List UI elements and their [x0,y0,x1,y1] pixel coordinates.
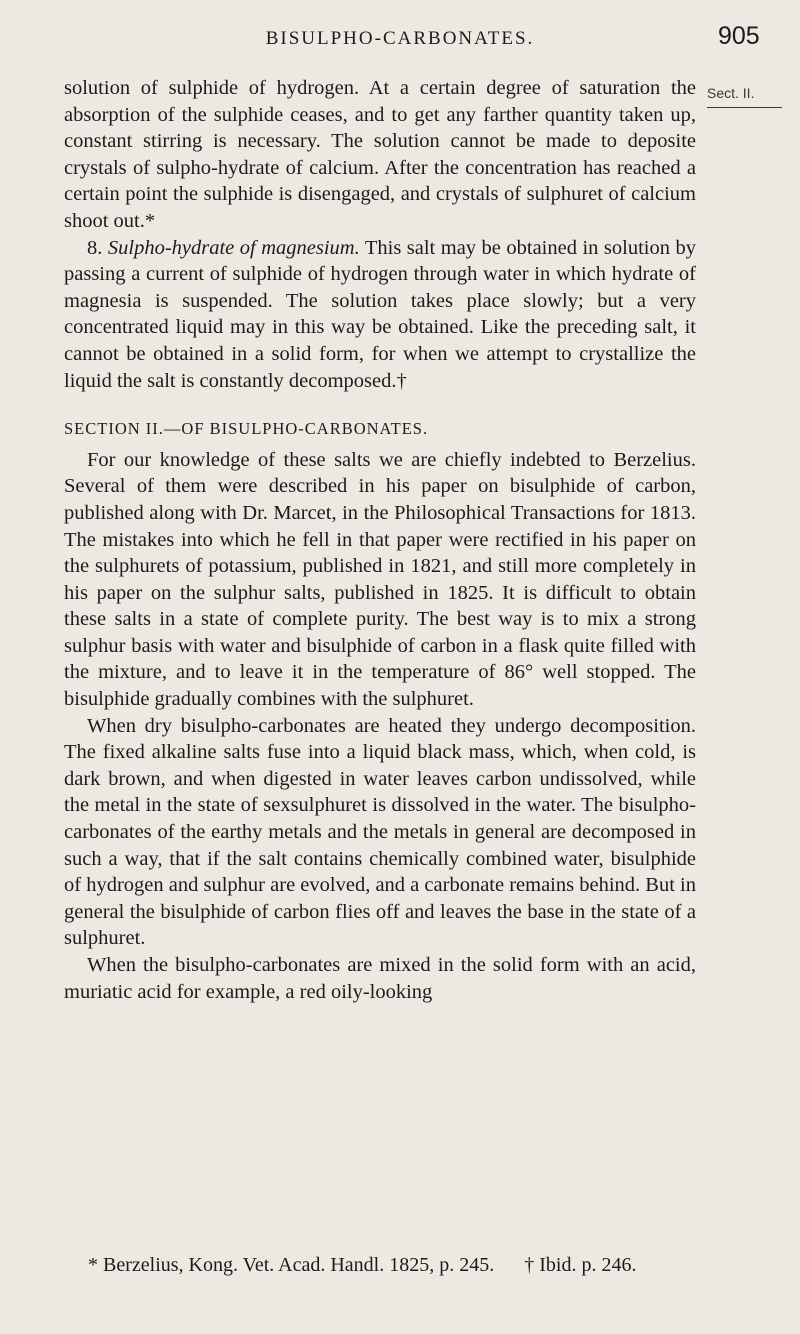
section-marker: Sect. II. [707,85,782,108]
section-heading: SECTION II.—OF BISULPHO-CARBONATES. [64,419,429,439]
paragraph-2 [64,235,696,395]
paragraph-2-number: 8. [87,236,108,259]
body-text [64,75,696,1005]
paragraph-4: When dry bisulpho-carbonates are heated they undergo decomposition. The fixed alkaline salts fuse into a liquid black mass, which, when cold, is dark brown, and when digested in water leaves carbon undissolved, while the metal in the state of sexsulphuret is dissolved in the water. The bisulpho-carbonates of the earthy metals and the metals in general are decomposed in such a way, that if the salt contains chemically combined water, bisulphide of hydrogen and sulphur are evolved, and a carbonate remains behind. But in general the bisulphide of carbon flies off and leaves the base in the state of a sulphuret. [64,714,696,950]
paragraph-2-body: This salt may be obtained in solution by passing a current of sulphide of hydrogen through water in which hydrate of magnesia is suspended. The solution takes place slowly; but a very concentrated liquid may in this way be obtained. Like the preceding salt, it cannot be obtained in a solid form, for when we attempt to crystallize the liquid the salt is constantly decomposed.† [64,236,696,392]
page-number: 905 [718,22,760,50]
footnote-1: * Berzelius, Kong. Vet. Acad. Handl. 1825, p. 245. [88,1254,495,1276]
paragraph-1: solution of sulphide of hydrogen. At a certain degree of saturation the absorption of the sulphide ceases, and to get any farther quantity taken up, constant stirring is necessary. The solution cannot be made to deposite crystals of sulpho-hydrate of calcium. After the concentration has reached a certain point the sulphide is disengaged, and crystals of sulphuret of calcium shoot out.* [64,77,696,232]
paragraph-5: When the bisulpho-carbonates are mixed in the solid form with an acid, muriatic acid for example, a red oily-looking [64,954,696,1003]
paragraph-3: For our knowledge of these salts we are chiefly indebted to Berzelius. Several of them were described in his paper on bisulphide of carbon, published along with Dr. Marcet, in the Philosophical Transactions for 1813. The mistakes into which he fell in that paper were rectified in his paper on the sulphurets of potassium, published in 1821, and still more completely in his paper on the sulphur salts, published in 1825. It is difficult to obtain these salts in a state of complete purity. The best way is to mix a strong sulphur basis with water and bisulphide of carbon in a flask quite filled with the mixture, and to leave it in the temperature of 86° well stopped. The bisulphide gradually combines with the sulphuret. [64,448,696,711]
running-head: BISULPHO-CARBONATES. [265,28,535,49]
paragraph-2-title: Sulpho-hydrate of magnesium. [107,236,360,259]
footnote-2: † Ibid. p. 246. [524,1254,637,1276]
footnotes [88,1254,728,1277]
